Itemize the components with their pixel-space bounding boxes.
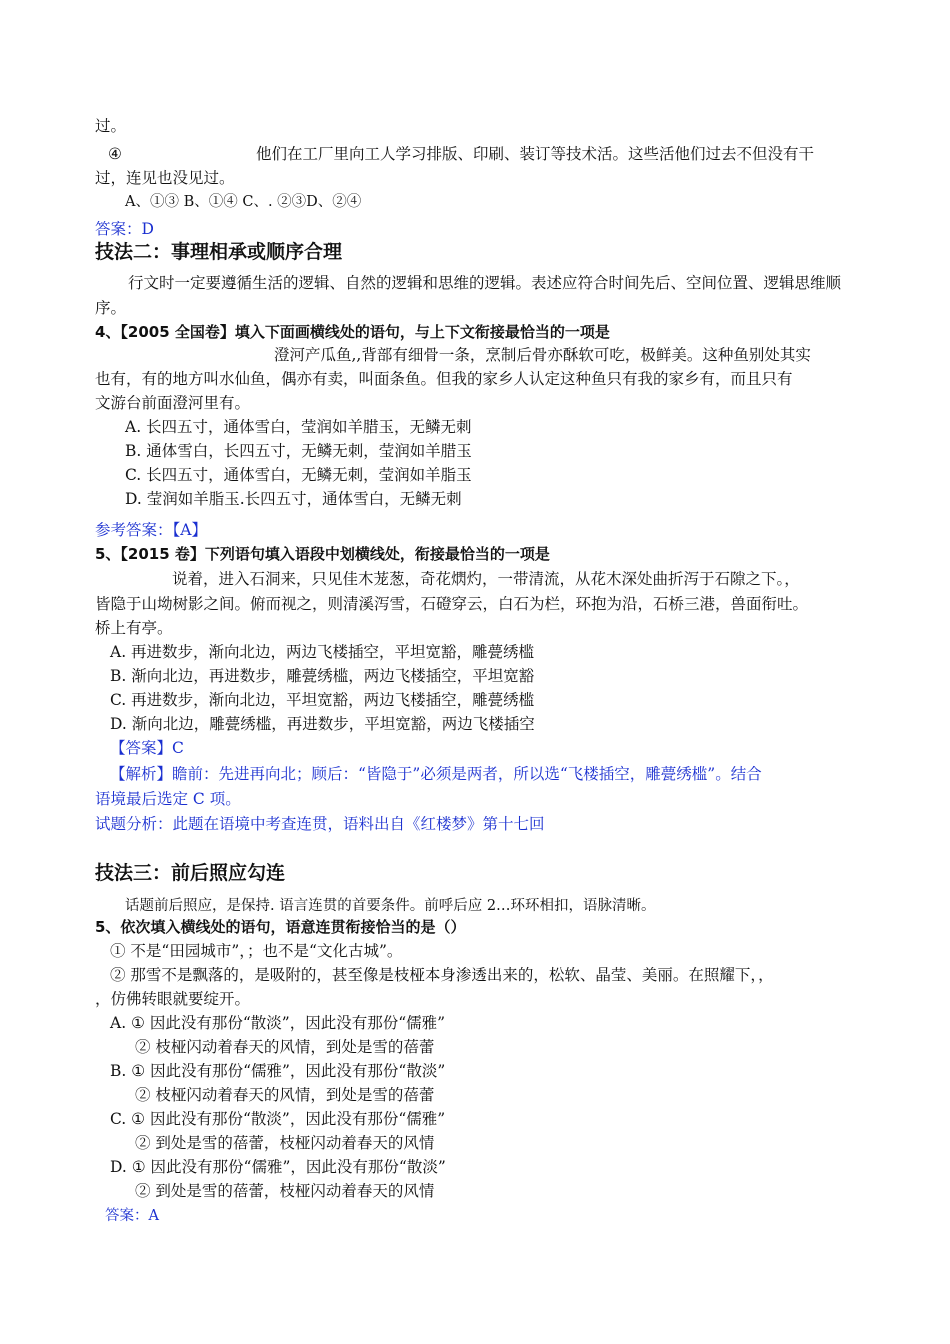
analysis: 【解析】瞻前：先进再向北；顾后：“皆隐于”必须是两者，所以选“飞楼插空，雕甍绣槛”。结合 <box>110 765 762 783</box>
option: B. 渐向北边，再进数步，雕甍绣槛，两边飞楼插空，平坦宽豁 <box>110 667 535 685</box>
answer: 参考答案：【A】 <box>95 521 207 539</box>
options-line: A、①③ B、①④ C、. ②③D、②④ <box>125 194 362 210</box>
option: A. 长四五寸，通体雪白，莹润如羊腊玉，无鳞无刺 <box>125 418 472 436</box>
option: ② 到处是雪的蓓蕾，枝桠闪动着春天的风情 <box>135 1182 435 1200</box>
question-header: 4、【2005 全国卷】填入下面画横线处的语句，与上下文衔接最恰当的一项是 <box>95 323 610 341</box>
text-line: 过，连见也没见过。 <box>95 169 235 187</box>
text-line: 序。 <box>95 299 127 317</box>
text-line: 过。 <box>95 117 127 135</box>
answer: 【答案】C <box>110 739 184 757</box>
section-heading: 技法三：前后照应勾连 <box>95 862 286 884</box>
text-line: 也有，有的地方叫水仙鱼，偶亦有卖，叫面条鱼。但我的家乡人认定这种鱼只有我的家乡有，而且只有 <box>95 370 793 388</box>
option: C. ① 因此没有那份“散淡”，因此没有那份“儒雅” <box>110 1110 446 1128</box>
option: D. 莹润如羊脂玉.长四五寸，通体雪白，无鳞无刺 <box>125 490 462 508</box>
text-line: 文游台前面澄河里有。 <box>95 394 251 412</box>
section-heading: 技法二：事理相承或顺序合理 <box>95 241 343 263</box>
analysis: 语境最后选定 C 项。 <box>95 790 241 808</box>
text-line: 他们在工厂里向工人学习排版、印刷、装订等技术活。这些活他们过去不但没有干 <box>256 145 815 163</box>
option: C. 再进数步，渐向北边，平坦宽豁，两边飞楼插空，雕甍绣槛 <box>110 691 535 709</box>
question-header: 5、依次填入横线处的语句，语意连贯衔接恰当的是（） <box>95 918 466 936</box>
option: ② 到处是雪的蓓蕾，枝桠闪动着春天的风情 <box>135 1134 435 1152</box>
question-header: 5、【2015 卷】下列语句填入语段中划横线处，衔接最恰当的一项是 <box>95 545 550 563</box>
answer: 答案：A <box>105 1208 159 1224</box>
option: C. 长四五寸，通体雪白，无鳞无刺，莹润如羊脂玉 <box>125 466 472 484</box>
text-line: 说着，进入石洞来，只见佳木茏葱，奇花熌灼，一带清流，从花木深处曲折泻于石隙之下。， <box>172 570 800 588</box>
text-line: 话题前后照应，是保持. 语言连贯的首要条件。前呼后应 2…环环相扣，语脉清晰。 <box>125 898 656 914</box>
answer: 答案：D <box>95 220 154 238</box>
text-line: 桥上有亭。 <box>95 619 173 637</box>
text-line: ，仿佛转眼就要绽开。 <box>95 990 251 1008</box>
text-line: 澄河产瓜鱼,,背部有细骨一条，烹制后骨亦酥软可吃，极鲜美。这种鱼别处其实 <box>274 346 811 364</box>
text-line: 皆隐于山坳树影之间。俯而视之，则清溪泻雪，石磴穿云，白石为栏，环抱为沿，石桥三港，兽面衔吐。 <box>95 595 809 613</box>
text-line: ② 那雪不是飘落的，是吸附的，甚至像是枝桠本身渗透出来的，松软、晶莹、美丽。在照耀下，， <box>110 966 774 984</box>
option: D. ① 因此没有那份“儒雅”，因此没有那份“散淡” <box>110 1158 446 1176</box>
option: B. 通体雪白，长四五寸，无鳞无刺，莹润如羊腊玉 <box>125 442 472 460</box>
option: ② 枝桠闪动着春天的风情，到处是雪的蓓蕾 <box>135 1038 435 1056</box>
option: ② 枝桠闪动着春天的风情，到处是雪的蓓蕾 <box>135 1086 435 1104</box>
option: D. 渐向北边，雕甍绣槛，再进数步，平坦宽豁，两边飞楼插空 <box>110 715 535 733</box>
option: A. 再进数步，渐向北边，两边飞楼插空，平坦宽豁，雕甍绣槛 <box>110 643 535 661</box>
option: B. ① 因此没有那份“儒雅”，因此没有那份“散淡” <box>110 1062 446 1080</box>
text-line: ① 不是“田园城市”，；也不是“文化古城”。 <box>110 942 403 960</box>
option: A. ① 因此没有那份“散淡”，因此没有那份“儒雅” <box>110 1014 446 1032</box>
item-marker: ④ <box>108 145 122 163</box>
analysis: 试题分析：此题在语境中考查连贯，语料出自《红楼梦》第十七回 <box>95 815 545 833</box>
text-line: 行文时一定要遵循生活的逻辑、自然的逻辑和思维的逻辑。表述应符合时间先后、空间位置、逻辑思维顺 <box>128 274 842 292</box>
